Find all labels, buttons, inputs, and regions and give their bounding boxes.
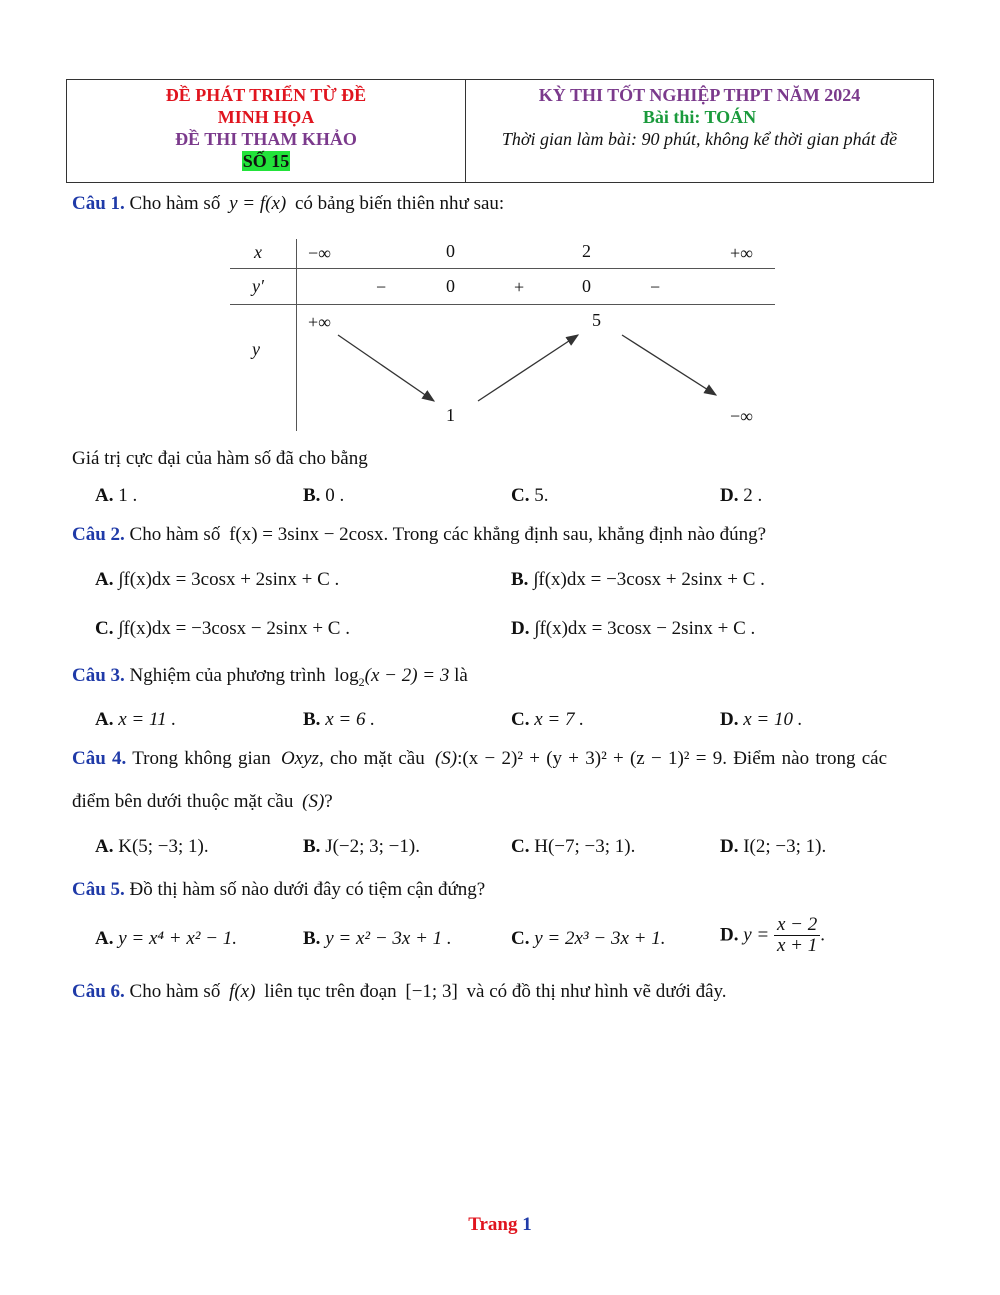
q6-label: Câu 6. (72, 981, 125, 1002)
header-left-line-3: ĐỀ THI THAM KHẢO (175, 129, 357, 149)
q3-option-b (303, 709, 375, 731)
q4-space: Oxyz (280, 748, 319, 769)
q4-option-d (720, 836, 826, 858)
q3-option-a-text: x = 11 . (118, 709, 177, 730)
q2-option-b (511, 569, 765, 591)
q3-option-a-key: A. (95, 709, 114, 730)
q1-text-before: Cho hàm số (129, 193, 221, 214)
q2-text-before: Cho hàm số (129, 524, 221, 545)
q2-option-a (95, 569, 339, 591)
exam-title: KỲ THI TỐT NGHIỆP THPT NĂM 2024 (538, 85, 861, 105)
header-right (466, 80, 933, 182)
q4-line2-end: ? (324, 791, 333, 812)
q4-text-before: Trong không gian (132, 748, 271, 769)
q4-line2-text: điểm bên dưới thuộc mặt cầu (72, 791, 294, 812)
q6-formula: f(x) (229, 981, 256, 1002)
q3-stem (72, 665, 468, 690)
q2-option-c-text: ∫f(x)dx = −3cosx − 2sinx + C . (118, 618, 350, 639)
q4-text-mid: , cho mặt cầu (318, 748, 425, 769)
q3-text-after: là (454, 665, 468, 686)
q5-option-b-key: B. (303, 928, 321, 949)
q3-option-b-text: x = 6 . (325, 709, 375, 730)
q2-option-c-key: C. (95, 618, 114, 639)
q4-option-b-text: J(−2; 3; −1). (325, 836, 420, 857)
arrow-decreasing-1 (338, 335, 434, 401)
q5-option-c (511, 928, 665, 950)
q6-text-mid: liên tục trên đoạn (264, 981, 397, 1002)
q4-option-c (511, 836, 635, 858)
page-number: 1 (522, 1214, 532, 1235)
yp-sign-3: − (650, 277, 661, 297)
row-label-y: y (252, 339, 260, 359)
q5-option-b (303, 928, 452, 950)
q3-option-c-key: C. (511, 709, 530, 730)
q5-text: Đồ thị hàm số nào dưới đây có tiệm cận đứng? (129, 879, 486, 900)
q2-option-d-text: ∫f(x)dx = 3cosx − 2sinx + C . (534, 618, 756, 639)
q5-option-c-key: C. (511, 928, 530, 949)
q1-option-c (511, 485, 548, 507)
q3-log-base: 2 (358, 674, 365, 689)
q5-option-d-end: . (820, 924, 826, 946)
q4-option-a-key: A. (95, 836, 114, 857)
x-val-0: 0 (446, 241, 455, 261)
q3-text-before: Nghiệm của phương trình (129, 665, 326, 686)
q4-label: Câu 4. (72, 748, 127, 769)
q2-option-d (511, 618, 755, 640)
q5-option-d-fraction (774, 915, 820, 956)
exam-header (66, 79, 934, 183)
q4-stem-line-2 (72, 791, 333, 813)
q3-log: log (334, 665, 359, 686)
q3-equation (334, 665, 450, 689)
q6-text-before: Cho hàm số (129, 981, 221, 1002)
q1-option-b-key: B. (303, 485, 321, 506)
q2-option-b-text: ∫f(x)dx = −3cosx + 2sinx + C . (533, 569, 765, 590)
q2-option-d-key: D. (511, 618, 530, 639)
header-left-line-1: ĐỀ PHÁT TRIỂN TỪ ĐỀ (165, 85, 367, 105)
q4-equation: :(x − 2)² + (y + 3)² + (z − 1)² = 9 (457, 748, 723, 769)
footer-word: Trang (468, 1214, 518, 1235)
q2-text-after: . Trong các khẳng định sau, khẳng định nào đúng? (383, 524, 767, 545)
header-left-line-4 (67, 150, 465, 172)
q3-option-b-key: B. (303, 709, 321, 730)
q2-option-b-key: B. (511, 569, 529, 590)
y-val-neg-inf: −∞ (730, 406, 753, 426)
q1-text-after: có bảng biến thiên như sau: (294, 193, 505, 214)
q1-option-a-key: A. (95, 485, 114, 506)
arrow-increasing (478, 335, 578, 401)
q3-option-c-text: x = 7 . (534, 709, 584, 730)
q4-option-a (95, 836, 209, 858)
q1-option-d-key: D. (720, 485, 739, 506)
q2-formula: f(x) = 3sinx − 2cosx (229, 524, 384, 545)
q2-option-a-text: ∫f(x)dx = 3cosx + 2sinx + C . (118, 569, 340, 590)
q1-stem (72, 193, 504, 215)
q1-option-c-text: 5. (534, 485, 549, 506)
q1-question: Giá trị cực đại của hàm số đã cho bằng (72, 448, 368, 469)
q4-option-b-key: B. (303, 836, 321, 857)
q2-option-c (95, 618, 350, 640)
variation-table (230, 235, 775, 431)
q4-option-c-text: H(−7; −3; 1). (534, 836, 636, 857)
q5-option-c-text: y = 2x³ − 3x + 1. (534, 928, 666, 949)
q4-line2-sphere: (S) (302, 791, 325, 812)
x-val-pos-inf: +∞ (730, 243, 753, 263)
page-footer (0, 1214, 1000, 1236)
yp-sign-1: − (376, 277, 387, 297)
y-val-5: 5 (592, 310, 601, 330)
yp-zero-2: 0 (582, 276, 591, 296)
q5-option-d-key: D. (720, 924, 739, 946)
header-left-line-2: MINH HỌA (217, 107, 315, 127)
q5-stem (72, 879, 485, 901)
q1-option-c-key: C. (511, 485, 530, 506)
q1-label: Câu 1. (72, 193, 125, 214)
header-left (67, 80, 466, 182)
q1-option-a-text: 1 . (118, 485, 138, 506)
exam-number: SỐ 15 (242, 151, 290, 171)
x-val-neg-inf: −∞ (308, 243, 331, 263)
q3-option-d-text: x = 10 . (743, 709, 803, 730)
q4-option-d-key: D. (720, 836, 739, 857)
row-label-yprime: y′ (252, 276, 264, 296)
y-val-1: 1 (446, 405, 455, 425)
q5-option-a-key: A. (95, 928, 114, 949)
q5-option-a (95, 928, 237, 950)
q5-option-d-lhs: y = (743, 924, 770, 946)
q5-option-b-text: y = x² − 3x + 1 . (325, 928, 452, 949)
yp-zero-1: 0 (446, 276, 455, 296)
q1-option-b-text: 0 . (325, 485, 345, 506)
variation-arrows (230, 235, 775, 431)
q3-log-arg: (x − 2) = 3 (364, 665, 450, 686)
q5-label: Câu 5. (72, 879, 125, 900)
q3-label: Câu 3. (72, 665, 125, 686)
y-val-pos-inf: +∞ (308, 312, 331, 332)
q5-option-a-text: y = x⁴ + x² − 1. (118, 928, 238, 949)
q1-formula: y = f(x) (229, 193, 287, 214)
row-label-x: x (254, 242, 262, 262)
q5-option-d-numerator: x − 2 (774, 915, 820, 936)
q6-text-after: và có đồ thị như hình vẽ dưới đây. (466, 981, 727, 1002)
q4-text-after: . Điểm nào trong các (722, 748, 888, 769)
q2-option-a-key: A. (95, 569, 114, 590)
q3-option-c (511, 709, 584, 731)
x-val-2: 2 (582, 241, 591, 261)
arrow-decreasing-2 (622, 335, 716, 395)
q4-option-b (303, 836, 420, 858)
q4-option-c-key: C. (511, 836, 530, 857)
q2-label: Câu 2. (72, 524, 125, 545)
q1-option-d (720, 485, 762, 507)
q6-stem (72, 981, 727, 1003)
exam-subject: Bài thi: TOÁN (642, 107, 757, 127)
q1-option-a (95, 485, 137, 507)
exam-time: Thời gian làm bài: 90 phút, không kể thời gian phát đề (501, 129, 898, 149)
q5-option-d-denominator: x + 1 (777, 935, 818, 956)
q4-option-a-text: K(5; −3; 1). (118, 836, 209, 857)
q5-option-d (720, 915, 825, 956)
q4-stem-line-1 (72, 748, 887, 770)
q3-option-d (720, 709, 803, 731)
q4-sphere-name: (S) (434, 748, 458, 769)
q3-option-d-key: D. (720, 709, 739, 730)
yp-sign-2: + (514, 277, 525, 297)
q1-option-d-text: 2 . (743, 485, 763, 506)
q2-stem (72, 524, 766, 546)
q3-option-a (95, 709, 176, 731)
q1-option-b (303, 485, 344, 507)
q6-interval: [−1; 3] (405, 981, 458, 1002)
q4-option-d-text: I(2; −3; 1). (743, 836, 827, 857)
